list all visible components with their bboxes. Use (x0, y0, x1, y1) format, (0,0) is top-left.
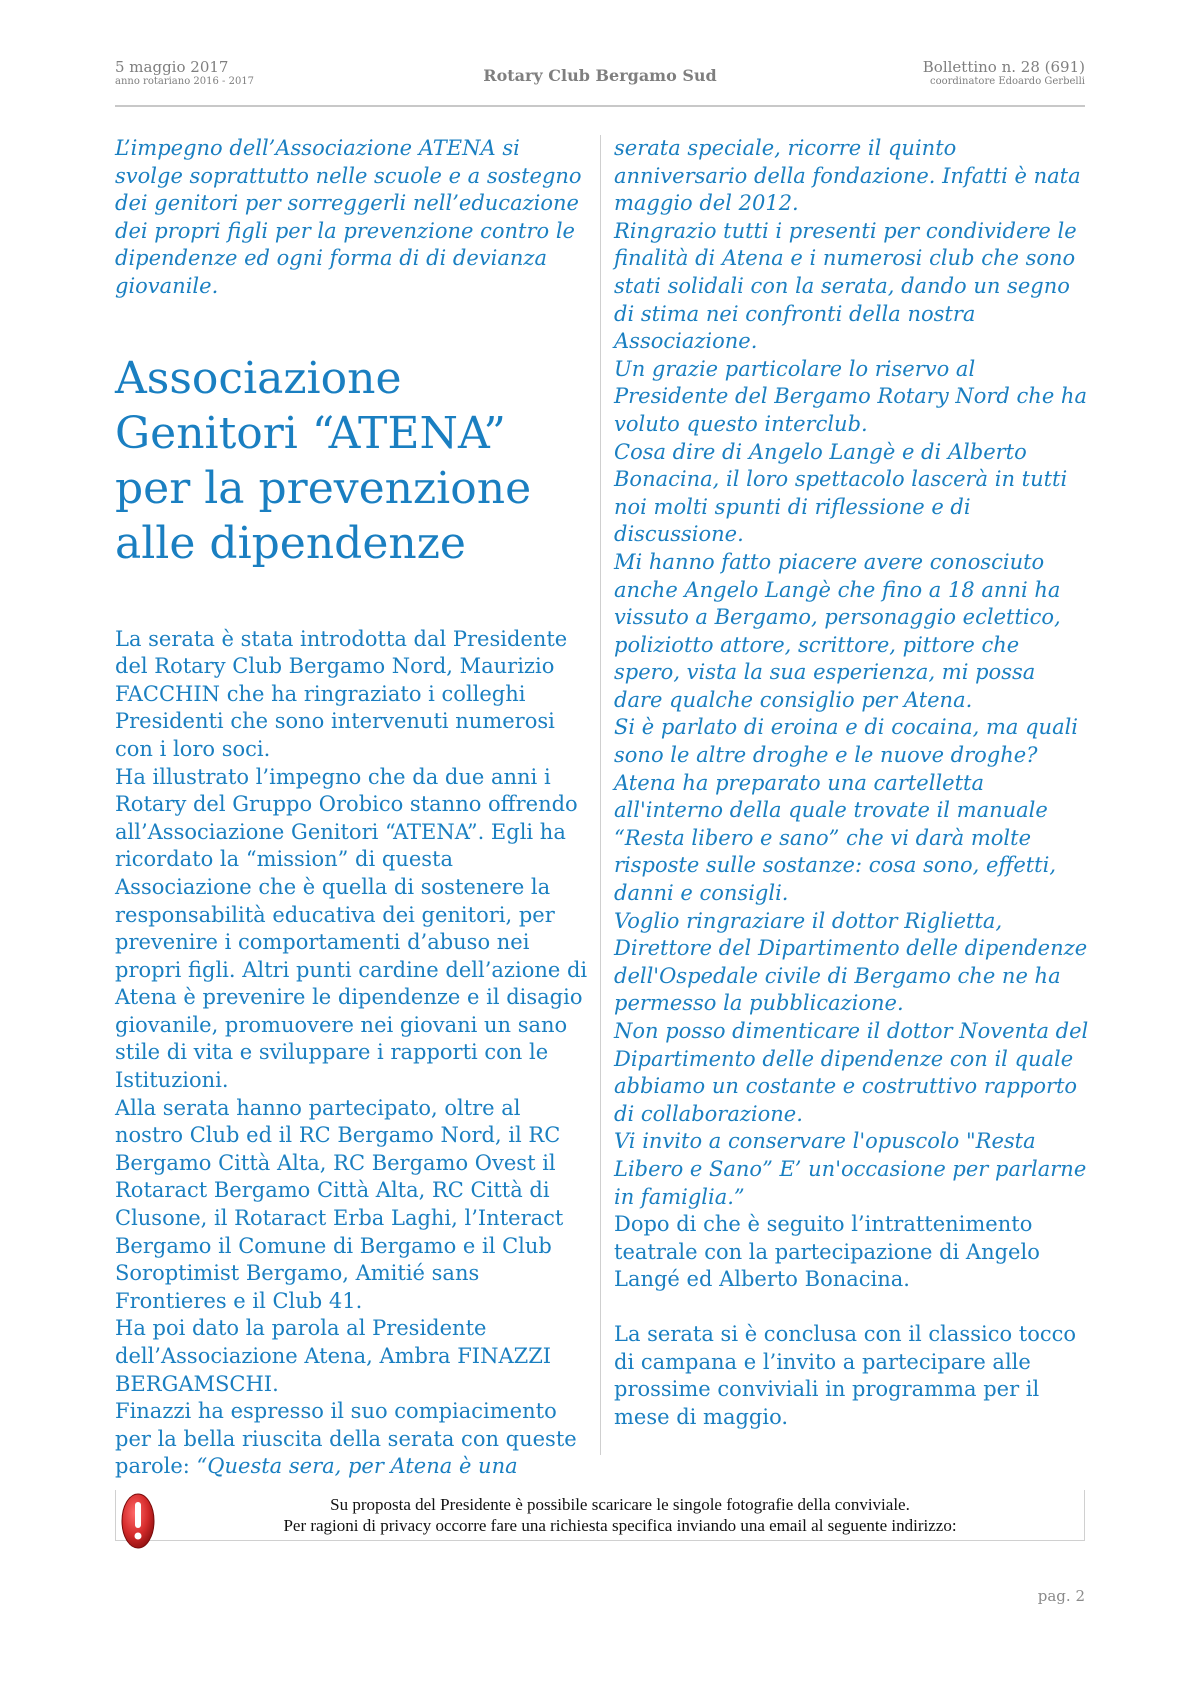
spacer (614, 1294, 1089, 1321)
column-divider (600, 135, 601, 1455)
quote-paragraph: Cosa dire di Angelo Langè e di Alberto Bonacina, il loro spettacolo lascerà in tutti noi molti spunti di riflessione e di discussione. (614, 439, 1068, 547)
paragraph: Dopo di che è seguito l’intrattenimento teatrale con la partecipazione di Angelo Langé ed Alberto Bonacina. (614, 1212, 1040, 1292)
quote-paragraph: serata speciale, ricorre il quinto anniversario della fondazione. Infatti è nata maggio del 2012. (614, 136, 1081, 216)
paragraph: Ha illustrato l’impegno che da due anni i Rotary del Gruppo Orobico stanno offrendo all’Associazione Genitori “ATENA”. Egli ha ricordato la “mission” di questa Associazione che è quella di sostenere la responsabilità educativa dei genitori, per prevenire i comportamenti d’abuso nei propri figli. Altri punti cardine dell’azione di Atena è prevenire le dipendenze e il disagio giovanile, promuovere nei giovani un sano stile di vita e sviluppare i rapporti con le Istituzioni. (115, 764, 588, 1093)
notice-text (156, 1494, 1084, 1536)
quote-italic: “Questa sera, per Atena è una (196, 1454, 518, 1479)
paragraph: Alla serata hanno partecipato, oltre al nostro Club ed il RC Bergamo Nord, il RC Bergamo Città Alta, RC Bergamo Ovest il Rotaract Bergamo Città Alta, RC Città di Clusone, il Rotaract Erba Laghi, l’Interact Bergamo il Comune di Bergamo e il Club Soroptimist Bergamo, Amitié sans Frontieres e il Club 41. (115, 1095, 564, 1313)
issue-date: 5 maggio 2017 (115, 58, 229, 76)
quote-paragraph: Ringrazio tutti i presenti per condividere le finalità di Atena e i numerosi club che sono stati solidali con la serata, dando un segno di stima nei confronti della nostra Associazione. (614, 218, 1077, 354)
rotary-year: anno rotariano 2016 - 2017 (115, 76, 255, 87)
paragraph-quote-start (115, 1398, 590, 1481)
header-divider (115, 105, 1085, 107)
closing-paragraph: La serata si è conclusa con il classico tocco di campana e l’invito a partecipare alle prossime conviviali in programma per il mese di maggio. (614, 1321, 1077, 1429)
quote-paragraph: Voglio ringraziare il dottor Riglietta, Direttore del Dipartimento delle dipendenze dell'Ospedale civile di Bergamo che ne ha permesso la pubblicazione. (614, 908, 1088, 1016)
article-title: Associazione Genitori “ATENA” per la prevenzione alle dipendenze (115, 352, 532, 569)
page-header (115, 58, 1085, 106)
left-column (115, 135, 590, 1481)
quote-paragraph: Un grazie particolare lo riservo al Presidente del Bergamo Rotary Nord che ha voluto questo interclub. (614, 356, 1087, 436)
quote-paragraph: Non posso dimenticare il dottor Noventa del Dipartimento delle dipendenze con il quale abbiamo un costante e costruttivo rapporto di collaborazione. (614, 1019, 1089, 1126)
exclamation-warning-icon (120, 1492, 156, 1550)
page-number: pag. 2 (1037, 1587, 1085, 1605)
quote-paragraph: Si è parlato di eroina e di cocaina, ma quali sono le altre droghe e le nuove droghe? Atena ha preparato una cartelletta all'interno della quale trovate il manuale “Resta libero e sano” che vi darà molte risposte sulle sostanze: cosa sono, effetti, danni e consigli. (614, 715, 1079, 906)
paragraph: Ha poi dato la parola al Presidente dell’Associazione Atena, Ambra FINAZZI BERGAMSCHI. (115, 1316, 552, 1396)
header-bulletin-block (923, 58, 1085, 88)
right-column (614, 135, 1089, 1431)
paragraph: La serata è stata introdotta dal Presidente del Rotary Club Bergamo Nord, Maurizio FACCHIN che ha ringraziato i colleghi Presidenti che sono intervenuti numerosi con i loro soci. (115, 626, 568, 761)
notice-line-2: Per ragioni di privacy occorre fare una richiesta specifica inviando una email al seguente indirizzo: (283, 1516, 957, 1535)
quote-paragraph: Mi hanno fatto piacere avere conosciuto anche Angelo Langè che fino a 18 anni ha vissuto a Bergamo, personaggio eclettico, poliziotto attore, scrittore, pittore che spero, vista la sua esperienza, mi possa dare qualche consiglio per Atena. (614, 549, 1061, 712)
club-name: Rotary Club Bergamo Sud (483, 66, 717, 85)
quote-intro: Finazzi ha espresso il suo compiacimento per la bella riuscita della serata con queste parole: (115, 1399, 577, 1479)
intro-italic: L’impegno dell’Associazione ATENA si svolge soprattutto nelle scuole e a sostegno dei genitori per sorreggerli nell’educazione dei propri figli per la prevenzione contro le dipendenze ed ogni forma di di devianza giovanile. (115, 136, 582, 298)
quote-paragraph: Vi invito a conservare l'opuscolo "Resta Libero e Sano” E’ un'occasione per parlarne in famiglia.” (614, 1129, 1087, 1209)
privacy-notice (115, 1490, 1085, 1541)
coordinator: coordinatore Edoardo Gerbelli (929, 76, 1085, 87)
notice-line-1: Su proposta del Presidente è possibile scaricare le singole fotografie della conviviale. (330, 1495, 910, 1514)
bulletin-number: Bollettino n. 28 (691) (922, 58, 1085, 76)
